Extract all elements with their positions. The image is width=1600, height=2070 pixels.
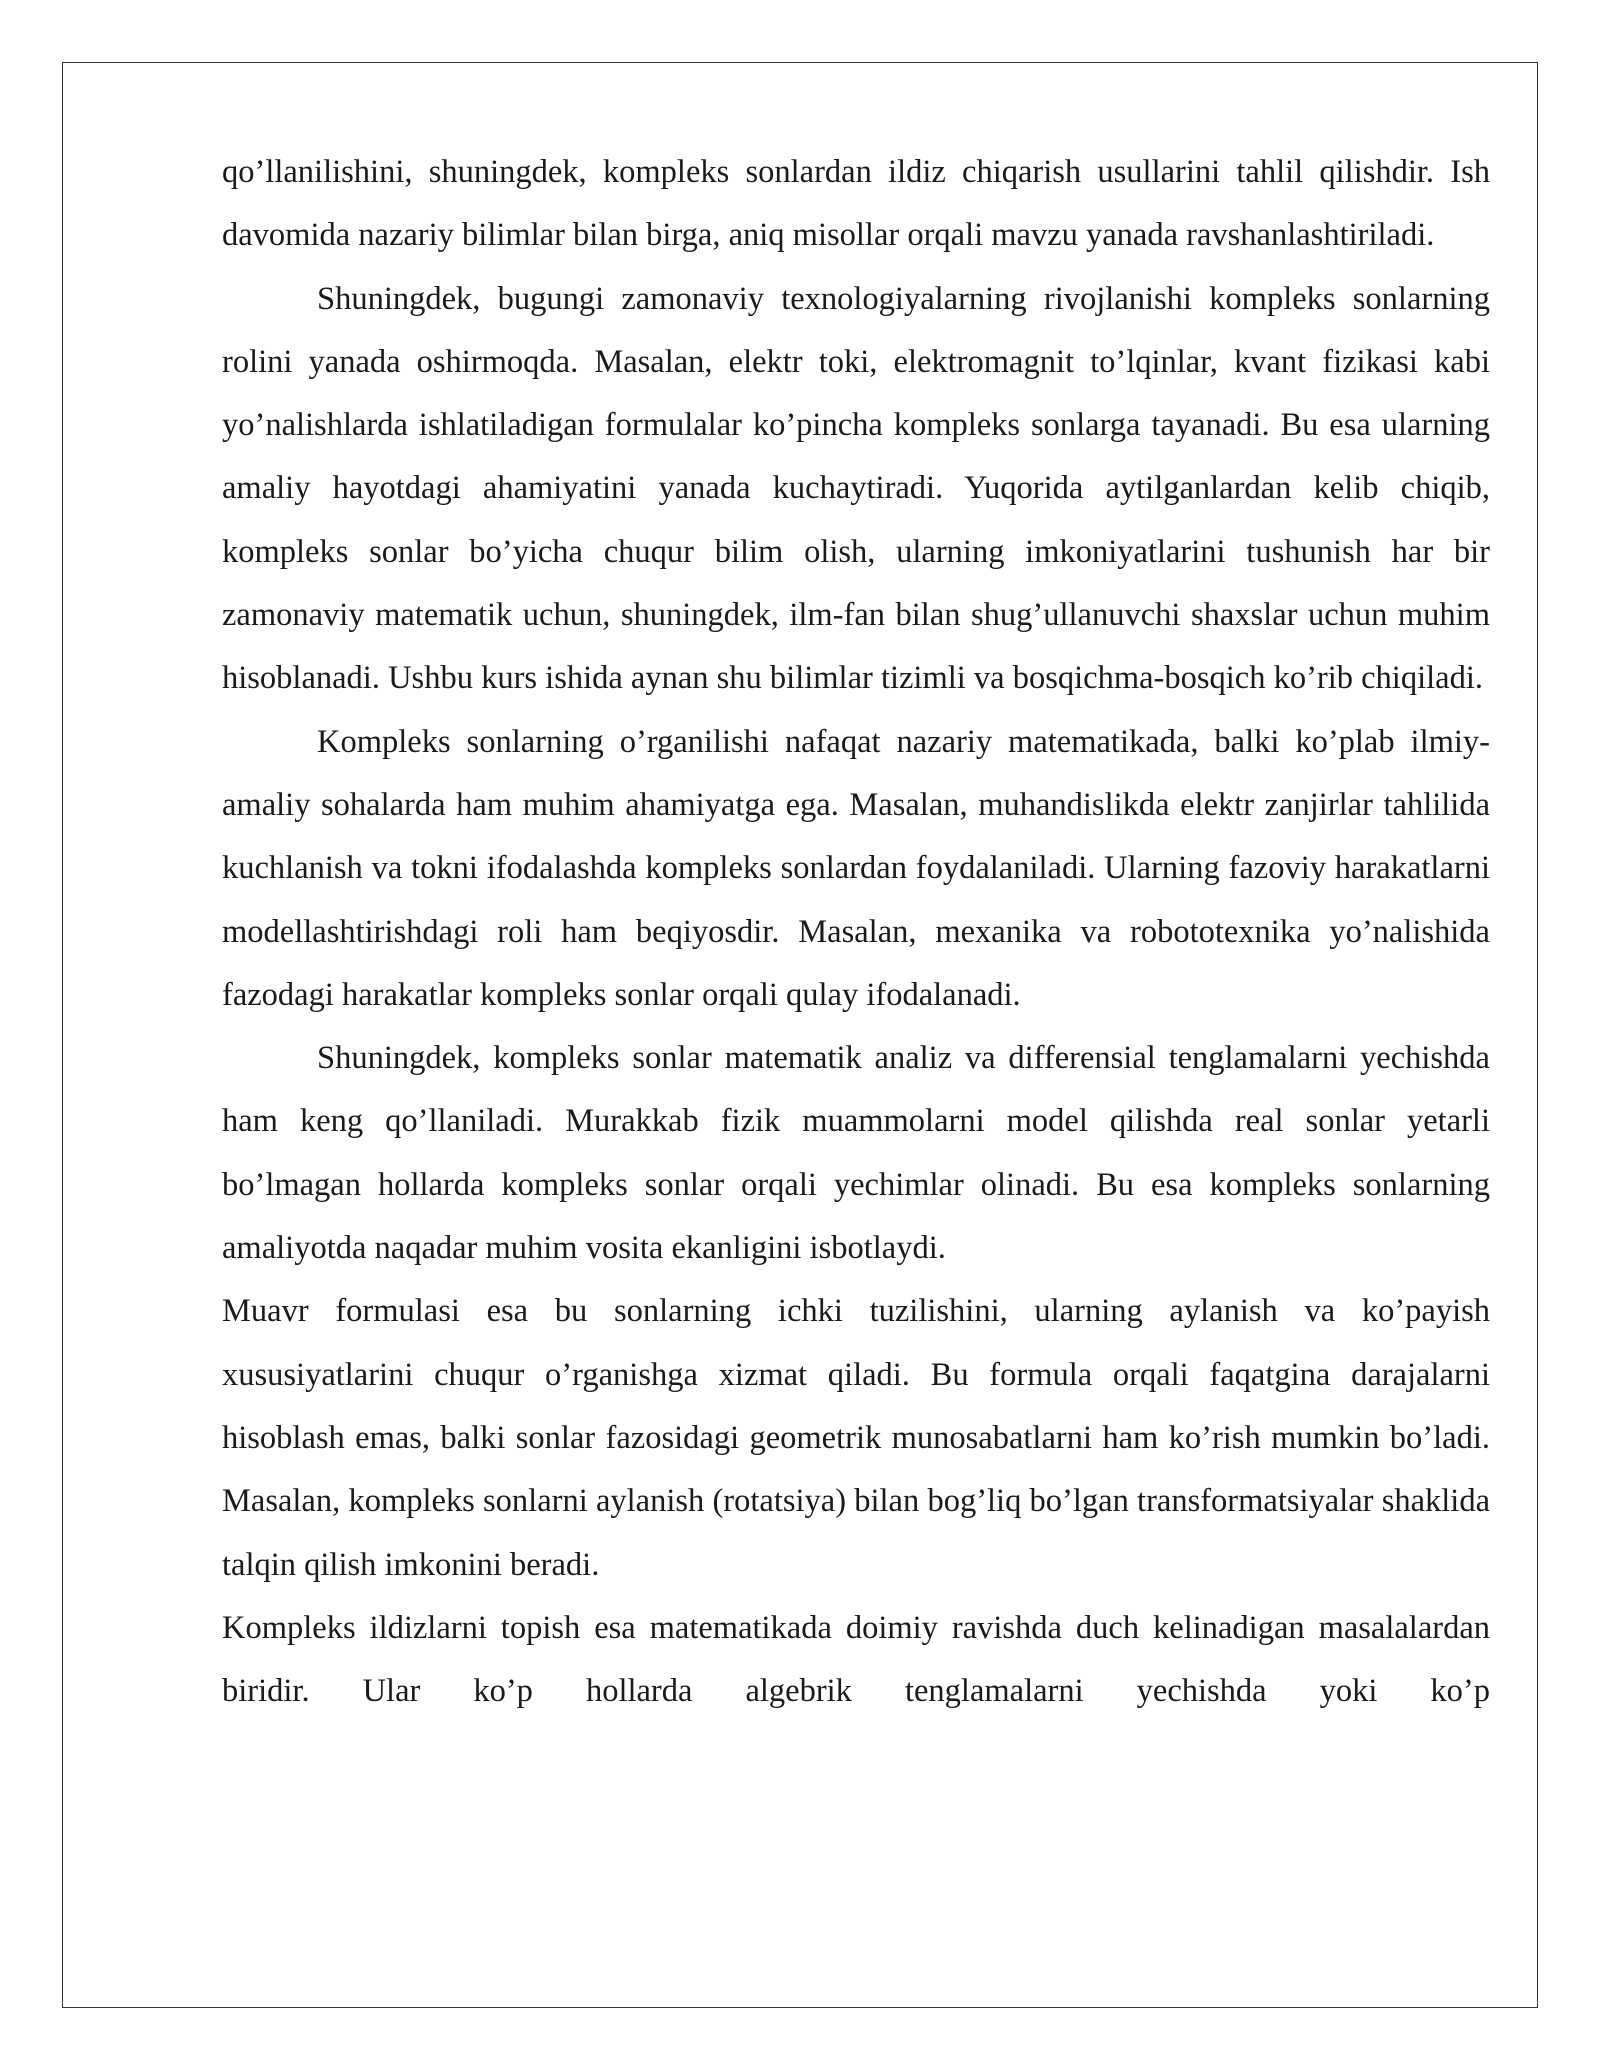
document-body — [222, 141, 1490, 1723]
paragraph-4: Shuningdek, kompleks sonlar matematik analiz va differensial tenglamalarni yechishda ham keng qo’llaniladi. Murakkab fizik muammolarni model qilishda real sonlar yetarli bo’lmagan hollarda kompleks sonlar orqali yechimlar olinadi. Bu esa kompleks sonlarning amaliyotda naqadar muhim vosita ekanligini isbotlaydi. — [222, 1040, 1490, 1267]
paragraph-6: Kompleks ildizlarni topish esa matematikada doimiy ravishda duch kelinadigan masalalardan biridir. Ular ko’p hollarda algebrik tenglamalarni yechishda yoki ko’p — [222, 1609, 1490, 1710]
paragraph-5: Muavr formulasi esa bu sonlarning ichki tuzilishini, ularning aylanish va ko’payish xususiyatlarini chuqur o’rganishga xizmat qiladi. Bu formula orqali faqatgina darajalarni hisoblash emas, balki sonlar fazosidagi geometrik munosabatlarni ham ko’rish mumkin bo’ladi. Masalan, kompleks sonlarni aylanish (rotatsiya) bilan bog’liq bo’lgan transformatsiyalar shaklida talqin qilish imkonini beradi. — [222, 1293, 1490, 1583]
paragraph-1: qo’llanilishini, shuningdek, kompleks sonlardan ildiz chiqarish usullarini tahlil qilishdir. Ish davomida nazariy bilimlar bilan birga, aniq misollar orqali mavzu yanada ravshanlashtiriladi. — [222, 154, 1490, 254]
paragraph-3: Kompleks sonlarning o’rganilishi nafaqat nazariy matematikada, balki ko’plab ilmiy-amaliy sohalarda ham muhim ahamiyatga ega. Masalan, muhandislikda elektr zanjirlar tahlilida kuchlanish va tokni ifodalashda kompleks sonlardan foydalaniladi. Ularning fazoviy harakatlarni modellashtirishdagi roli ham beqiyosdir. Masalan, mexanika va robototexnika yo’nalishida fazodagi harakatlar kompleks sonlar orqali qulay ifodalanadi. — [222, 723, 1490, 1013]
paragraph-2: Shuningdek, bugungi zamonaviy texnologiyalarning rivojlanishi kompleks sonlarning rolini yanada oshirmoqda. Masalan, elektr toki, elektromagnit to’lqinlar, kvant fizikasi kabi yo’nalishlarda ishlatiladigan formulalar ko’pincha kompleks sonlarga tayanadi. Bu esa ularning amaliy hayotdagi ahamiyatini yanada kuchaytiradi. Yuqorida aytilganlardan kelib chiqib, kompleks sonlar bo’yicha chuqur bilim olish, ularning imkoniyatlarini tushunish har bir zamonaviy matematik uchun, shuningdek, ilm-fan bilan shug’ullanuvchi shaxslar uchun muhim hisoblanadi. Ushbu kurs ishida aynan shu bilimlar tizimli va bosqichma-bosqich ko’rib chiqiladi. — [222, 280, 1490, 697]
